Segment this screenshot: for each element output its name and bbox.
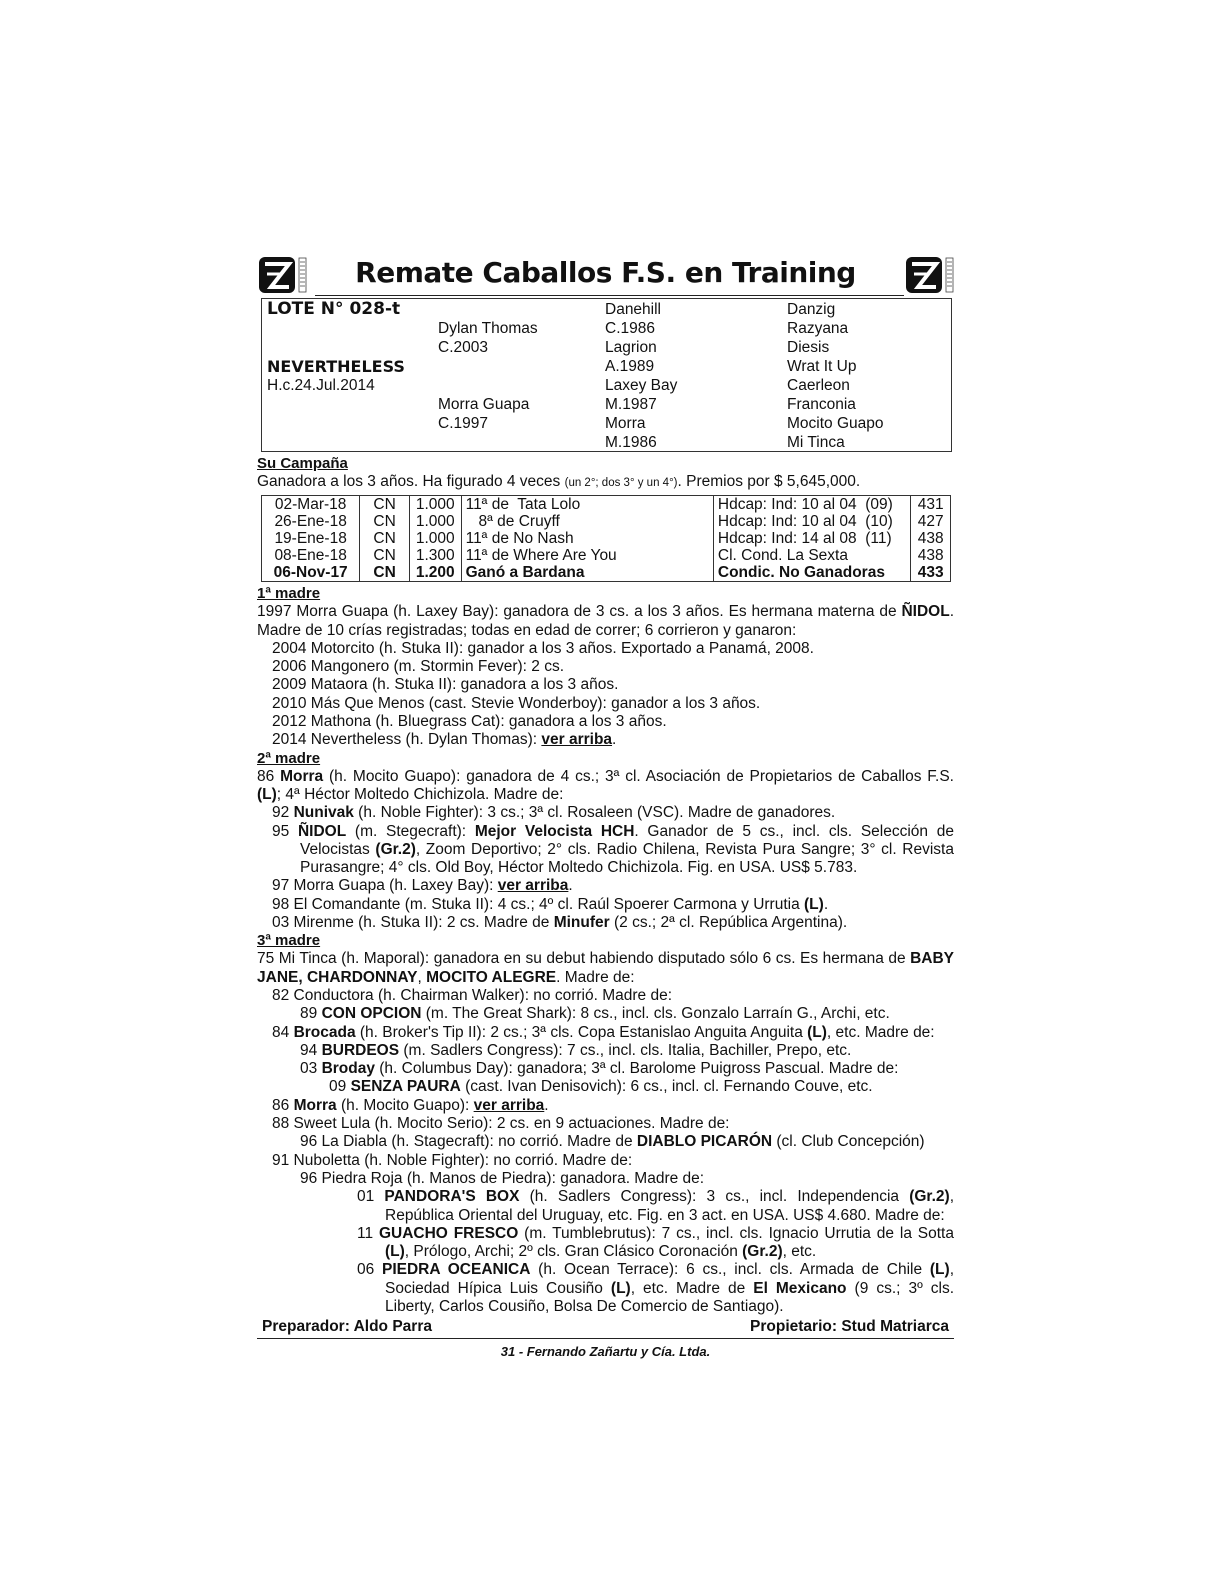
- catalog-page: [257, 252, 954, 1359]
- race-track: CN: [360, 547, 410, 564]
- race-condition: Hdcap: Ind: 10 al 04 (10): [713, 513, 911, 530]
- table-row: [262, 547, 951, 564]
- lot-number: LOTE N° 028-t: [267, 299, 401, 319]
- list-item: 98 El Comandante (m. Stuka II): 4 cs.; 4º cl. Raúl Spoerer Carmona y Urrutia (L).: [272, 895, 829, 913]
- list-item: 91 Nuboletta (h. Noble Fighter): no corrió. Madre de:: [272, 1151, 633, 1169]
- pedigree-cell: M.1986: [605, 434, 657, 451]
- table-row: [262, 513, 951, 530]
- list-item: 84 Brocada (h. Broker's Tip II): 2 cs.; 3ª cls. Copa Estanislao Anguita Anguita (L), etc. Madre de:: [272, 1023, 935, 1041]
- pedigree-cell: Franconia: [787, 396, 856, 413]
- second-dam-intro: 86 Morra (h. Mocito Guapo): ganadora de 4 cs.; 3ª cl. Asociación de Propietarios de Caballos F.S. (L); 4ª Héctor Moltedo Chichizola. Madre de:: [257, 767, 954, 803]
- page-title: Remate Caballos F.S. en Training: [355, 256, 856, 289]
- list-item: 86 Morra (h. Mocito Guapo): ver arriba.: [272, 1096, 549, 1114]
- pedigree-cell: C.1986: [605, 320, 655, 337]
- race-result: 11ª de Tata Lolo: [461, 496, 713, 514]
- race-track: CN: [360, 513, 410, 530]
- pedigree-cell: Mi Tinca: [787, 434, 845, 451]
- race-track: CN: [360, 564, 410, 582]
- horse-info: H.c.24.Jul.2014: [267, 377, 375, 394]
- see-above-link: ver arriba: [473, 1096, 545, 1114]
- pedigree-cell: Laxey Bay: [605, 377, 678, 394]
- list-item: 09 SENZA PAURA (cast. Ivan Denisovich): 6 cs., incl. cl. Fernando Couve, etc.: [329, 1078, 873, 1096]
- race-date: 06-Nov-17: [262, 564, 360, 582]
- table-row: [262, 496, 951, 514]
- pedigree-box: [261, 298, 952, 452]
- list-item: 96 Piedra Roja (h. Manos de Piedra): ganadora. Madre de:: [300, 1169, 705, 1187]
- table-row: [262, 564, 951, 582]
- pedigree-cell: A.1989: [605, 358, 655, 375]
- sire: Dylan Thomas: [438, 320, 538, 337]
- list-item: 82 Conductora (h. Chairman Walker): no corrió. Madre de:: [272, 986, 673, 1004]
- list-item: 03 Broday (h. Columbus Day): ganadora; 3ª cl. Barolome Puigross Pascual. Madre de:: [300, 1060, 899, 1078]
- owner: Propietario: Stud Matriarca: [750, 1318, 949, 1336]
- pedigree-cell: Danzig: [787, 301, 836, 318]
- race-date: 26-Ene-18: [262, 513, 360, 530]
- race-condition: Condic. No Ganadoras: [713, 564, 911, 582]
- pedigree-cell: Wrat It Up: [787, 358, 857, 375]
- fz-logo-icon: [904, 254, 956, 296]
- second-dam-section: [257, 750, 954, 933]
- pedigree-cell: Razyana: [787, 320, 849, 337]
- race-number: 431: [911, 496, 951, 514]
- pedigree-col-parents: [438, 300, 603, 433]
- pedigree-cell: M.1987: [605, 396, 657, 413]
- second-dam-heading: 2ª madre: [257, 749, 321, 767]
- race-distance: 1.300: [409, 547, 461, 564]
- list-item: 97 Morra Guapa (h. Laxey Bay): ver arriba.: [272, 877, 573, 895]
- pedigree-cell: Morra: [605, 415, 646, 432]
- race-condition: Cl. Cond. La Sexta: [713, 547, 911, 564]
- list-item: 88 Sweet Lula (h. Mocito Serio): 2 cs. en 9 actuaciones. Madre de:: [272, 1115, 730, 1133]
- sire-year: C.2003: [438, 339, 488, 356]
- campaign-table: [261, 495, 951, 582]
- list-item: 2010 Más Que Menos (cast. Stevie Wonderboy): ganador a los 3 años.: [272, 694, 761, 712]
- first-dam-intro: 1997 Morra Guapa (h. Laxey Bay): ganadora de 3 cs. a los 3 años. Es hermana materna de ÑIDOL. Madre de 10 crías registradas; todas en edad de correr; 6 corrieron y ganaron:: [257, 603, 954, 639]
- third-dam-intro: 75 Mi Tinca (h. Maporal): ganadora en su debut habiendo disputado sólo 6 cs. Es hermana de BABY JANE, CHARDONNAY, MOCITO ALEGRE. Madre de:: [257, 950, 954, 986]
- list-item: 01 PANDORA'S BOX (h. Sadlers Congress): 3 cs., incl. Independencia (Gr.2), República Oriental del Uruguay, etc. Fig. en 3 act. en USA. US$ 4.680. Madre de:: [357, 1188, 954, 1224]
- list-item: 89 CON OPCION (m. The Great Shark): 8 cs., incl. cls. Gonzalo Larraín G., Archi, etc.: [300, 1005, 890, 1023]
- pedigree-cell: Lagrion: [605, 339, 657, 356]
- third-dam-section: [257, 932, 954, 1316]
- pedigree-cell: Mocito Guapo: [787, 415, 884, 432]
- pedigree-col-grandparents: [605, 300, 785, 452]
- pedigree-col-great-grandparents: [787, 300, 947, 452]
- header-rule: [315, 295, 904, 296]
- race-number: 438: [911, 547, 951, 564]
- list-item: 94 BURDEOS (m. Sadlers Congress): 7 cs., incl. cls. Italia, Bachiller, Prepo, etc.: [300, 1041, 852, 1059]
- first-dam-heading: 1ª madre: [257, 585, 321, 603]
- race-result: 11ª de No Nash: [461, 530, 713, 547]
- pedigree-col-horse: [267, 300, 437, 395]
- list-item: 95 ÑIDOL (m. Stegecraft): Mejor Velocista HCH. Ganador de 5 cs., incl. cls. Selección de Velocistas (Gr.2), Zoom Deportivo; 2° cls. Radio Chilena, Revista Pura Sangre; 3° cl. Revista Purasangre; 4° cls. Old Boy, Héctor Moltedo Chichizola. Fig. en USA. US$ 5.783.: [272, 822, 954, 877]
- race-result: 11ª de Where Are You: [461, 547, 713, 564]
- see-above-link: ver arriba: [541, 731, 613, 749]
- race-number: 433: [911, 564, 951, 582]
- list-item: 2012 Mathona (h. Bluegrass Cat): ganadora a los 3 años.: [272, 713, 667, 731]
- race-date: 02-Mar-18: [262, 496, 360, 514]
- race-distance: 1.000: [409, 530, 461, 547]
- page-footer: 31 - Fernando Zañartu y Cía. Ltda.: [500, 1344, 711, 1360]
- race-track: CN: [360, 496, 410, 514]
- race-number: 438: [911, 530, 951, 547]
- dam-year: C.1997: [438, 415, 488, 432]
- race-track: CN: [360, 530, 410, 547]
- horse-name: NEVERTHELESS: [267, 357, 405, 376]
- race-date: 19-Ene-18: [262, 530, 360, 547]
- third-dam-heading: 3ª madre: [257, 932, 321, 950]
- list-item: 03 Mirenme (h. Stuka II): 2 cs. Madre de Minufer (2 cs.; 2ª cl. República Argentina).: [272, 914, 848, 932]
- race-distance: 1.000: [409, 496, 461, 514]
- campaign-section: [257, 455, 954, 582]
- list-item: 06 PIEDRA OCEANICA (h. Ocean Terrace): 6 cs., incl. cls. Armada de Chile (L), Sociedad Hípica Luis Cousiño (L), etc. Madre de El Mexicano (9 cs.; 3º cls. Liberty, Carlos Cousiño, Bolsa De Comercio de Santiago).: [357, 1261, 954, 1315]
- race-result: Ganó a Bardana: [461, 564, 713, 582]
- pedigree-cell: Caerleon: [787, 377, 850, 394]
- pedigree-cell: Danehill: [605, 301, 662, 318]
- list-item: 2004 Motorcito (h. Stuka II): ganador a los 3 años. Exportado a Panamá, 2008.: [272, 639, 814, 657]
- page-header: [257, 252, 954, 298]
- list-item: 2009 Mataora (h. Stuka II): ganadora a los 3 años.: [272, 676, 619, 694]
- trainer: Preparador: Aldo Parra: [262, 1318, 432, 1336]
- list-item: 92 Nunivak (h. Noble Fighter): 3 cs.; 3ª cl. Rosaleen (VSC). Madre de ganadores.: [272, 804, 836, 822]
- campaign-heading: Su Campaña: [257, 455, 348, 472]
- list-item: 2014 Nevertheless (h. Dylan Thomas): ver arriba.: [272, 731, 617, 749]
- see-above-link: ver arriba: [497, 877, 569, 895]
- race-condition: Hdcap: Ind: 14 al 08 (11): [713, 530, 911, 547]
- pedigree-cell: Diesis: [787, 339, 830, 356]
- campaign-summary: Ganadora a los 3 años. Ha figurado 4 veces (un 2°; dos 3° y un 4°). Premios por $ 5,645,000.: [257, 473, 861, 490]
- race-condition: Hdcap: Ind: 10 al 04 (09): [713, 496, 911, 514]
- race-date: 08-Ene-18: [262, 547, 360, 564]
- race-result: 8ª de Cruyff: [461, 513, 713, 530]
- race-distance: 1.000: [409, 513, 461, 530]
- list-item: 96 La Diabla (h. Stagecraft): no corrió. Madre de DIABLO PICARÓN (cl. Club Concepción): [300, 1133, 925, 1151]
- race-number: 427: [911, 513, 951, 530]
- table-row: [262, 530, 951, 547]
- dam: Morra Guapa: [438, 396, 530, 413]
- list-item: 11 GUACHO FRESCO (m. Tumblebrutus): 7 cs., incl. cls. Ignacio Urrutia de la Sotta (L), Prólogo, Archi; 2º cls. Gran Clásico Coronación (Gr.2), etc.: [357, 1224, 954, 1261]
- first-dam-section: [257, 585, 954, 749]
- credits-row: [257, 1316, 954, 1339]
- race-distance: 1.200: [409, 564, 461, 582]
- list-item: 2006 Mangonero (m. Stormin Fever): 2 cs.: [272, 658, 565, 676]
